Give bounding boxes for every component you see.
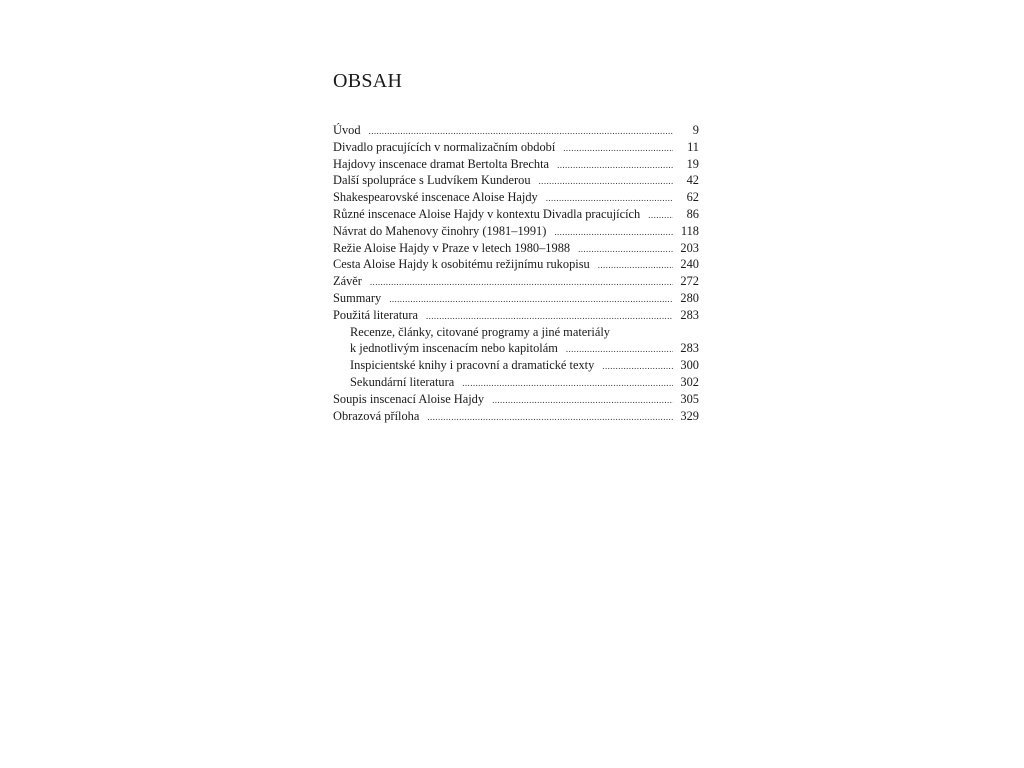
toc-page xyxy=(333,66,699,423)
toc-entry xyxy=(333,374,699,391)
toc-dot-leader xyxy=(566,341,673,358)
toc-entry-page-number: 280 xyxy=(680,290,699,305)
toc-entry xyxy=(333,223,699,240)
toc-dot-leader xyxy=(539,173,673,190)
toc-dot-leader xyxy=(563,140,673,157)
toc-entry xyxy=(333,391,699,408)
toc-entry xyxy=(333,206,699,223)
toc-entry-page-number: 62 xyxy=(686,190,699,205)
toc-entry-label: Různé inscenace Aloise Hajdy v kontextu Divadla pracujících xyxy=(333,206,641,221)
toc-dot-leader xyxy=(578,241,673,258)
toc-entry xyxy=(333,324,699,341)
toc-entry-page-number: 302 xyxy=(680,374,699,389)
toc-entry-page-number: 19 xyxy=(686,156,699,171)
toc-dot-leader xyxy=(369,123,673,140)
toc-dot-leader xyxy=(370,274,673,291)
page-title: OBSAH xyxy=(333,70,403,92)
toc-entry xyxy=(333,172,699,189)
toc-entry-label: Divadlo pracujících v normalizačním období xyxy=(333,139,556,154)
toc-entry-page-number: 283 xyxy=(680,341,699,356)
toc-entry-page-number: 86 xyxy=(686,206,699,221)
toc-entry-label: Úvod xyxy=(333,123,361,137)
toc-dot-leader xyxy=(426,308,673,325)
toc-list xyxy=(333,122,699,424)
toc-dot-leader xyxy=(598,257,673,274)
toc-entry-page-number: 11 xyxy=(687,139,699,154)
toc-entry-page-number: 329 xyxy=(680,408,699,423)
toc-entry-label: Závěr xyxy=(333,274,362,289)
toc-entry xyxy=(333,156,699,173)
toc-entry xyxy=(333,408,699,425)
toc-dot-leader xyxy=(648,207,673,224)
toc-entry-page-number: 42 xyxy=(686,173,699,188)
toc-entry xyxy=(333,256,699,273)
toc-entry-label: Summary xyxy=(333,290,382,305)
toc-entry-label: Režie Aloise Hajdy v Praze v letech 1980–1988 xyxy=(333,240,571,255)
toc-entry-page-number: 118 xyxy=(680,223,699,238)
toc-entry-page-number: 272 xyxy=(680,274,699,289)
toc-entry xyxy=(333,273,699,290)
toc-dot-leader xyxy=(492,392,673,409)
toc-dot-leader xyxy=(546,190,673,207)
toc-entry-label: Hajdovy inscenace dramat Bertolta Brechta xyxy=(333,156,550,171)
toc-entry-page-number: 9 xyxy=(692,123,699,137)
toc-entry xyxy=(333,189,699,206)
toc-entry-label: Použitá literatura xyxy=(333,307,418,322)
toc-dot-leader xyxy=(557,157,673,174)
toc-entry xyxy=(333,122,699,139)
toc-entry-label: Další spolupráce s Ludvíkem Kunderou xyxy=(333,173,531,188)
toc-entry-label: k jednotlivým inscenacím nebo kapitolám xyxy=(350,341,558,356)
toc-entry-page-number: 283 xyxy=(680,307,699,322)
toc-entry xyxy=(333,240,699,257)
toc-dot-leader xyxy=(389,291,673,308)
toc-entry-page-number: 203 xyxy=(680,240,699,255)
toc-entry-label: Shakespearovské inscenace Aloise Hajdy xyxy=(333,190,538,205)
toc-entry-label: Návrat do Mahenovy činohry (1981–1991) xyxy=(333,223,547,238)
toc-entry xyxy=(333,139,699,156)
toc-entry xyxy=(333,290,699,307)
toc-entry-page-number: 305 xyxy=(680,391,699,406)
toc-entry-label: Obrazová příloha xyxy=(333,408,420,423)
toc-entry-page-number: 300 xyxy=(680,358,699,373)
toc-entry xyxy=(333,357,699,374)
toc-entry-label: Recenze, články, citované programy a jiné materiály xyxy=(350,324,610,339)
toc-entry-label: Inspicientské knihy i pracovní a dramatické texty xyxy=(350,358,595,373)
toc-entry xyxy=(333,307,699,324)
toc-entry-page-number: 240 xyxy=(680,257,699,272)
toc-entry-label: Cesta Aloise Hajdy k osobitému režijnímu rukopisu xyxy=(333,257,590,272)
toc-dot-leader xyxy=(602,358,673,375)
toc-entry-label: Sekundární literatura xyxy=(350,374,455,389)
toc-dot-leader xyxy=(462,375,673,392)
toc-entry xyxy=(333,340,699,357)
toc-dot-leader xyxy=(427,409,673,426)
toc-dot-leader xyxy=(554,224,673,241)
toc-entry-label: Soupis inscenací Aloise Hajdy xyxy=(333,391,485,406)
